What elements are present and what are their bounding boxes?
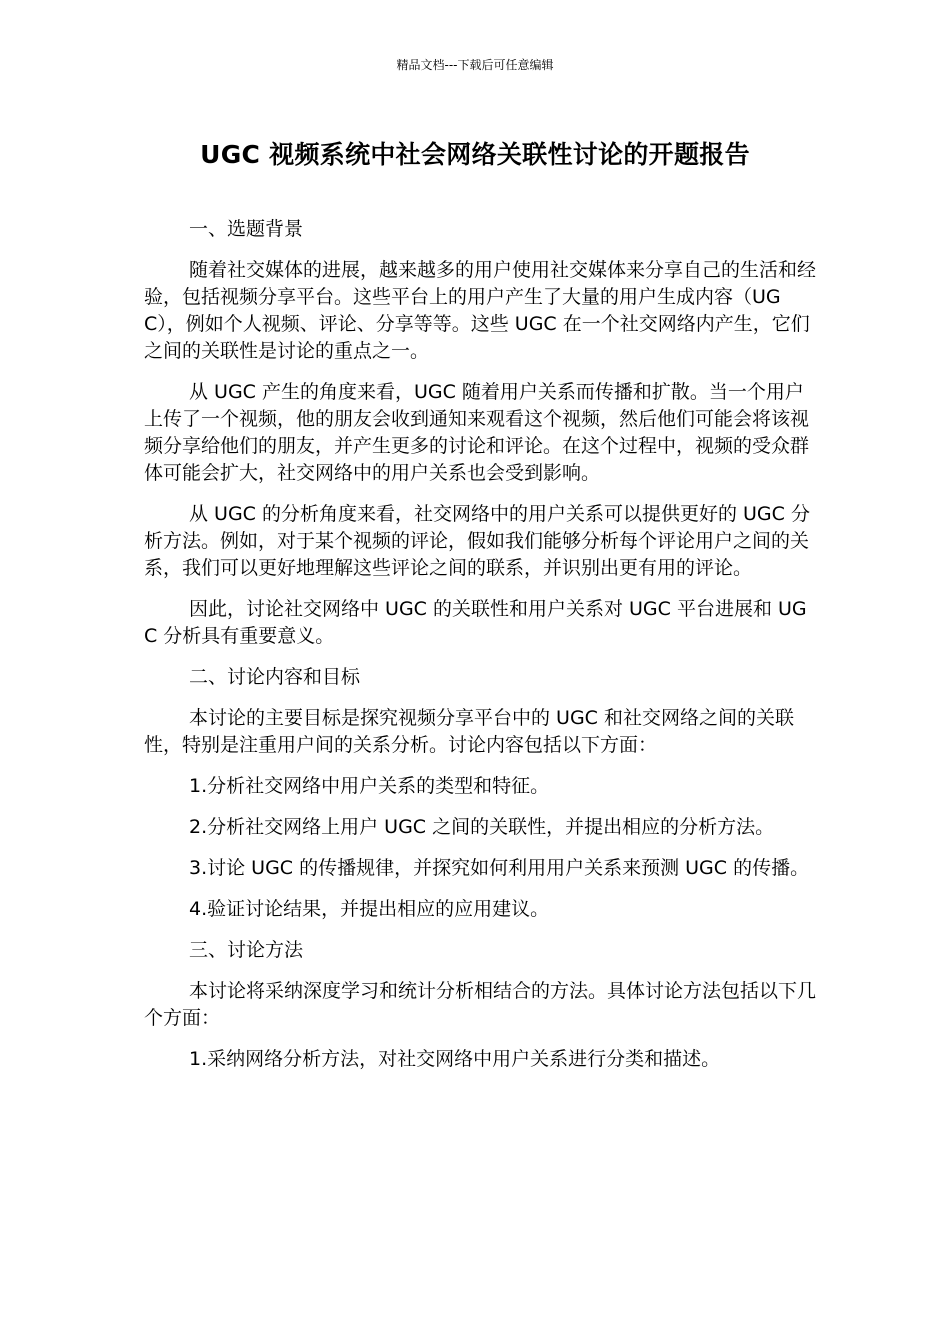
document-title: UGC 视频系统中社会网络关联性讨论的开题报告	[200, 140, 750, 169]
list-item-methods-1: 1.采纳网络分析方法，对社交网络中用户关系进行分类和描述。	[189, 1048, 721, 1070]
page-header: 精品文档---下载后可任意编辑	[396, 58, 554, 72]
document-body	[144, 216, 816, 1087]
paragraph-background-2: 从 UGC 产生的角度来看，UGC 随着用户关系而传播和扩散。当一个用户上传了一个视频，他的朋友会收到通知来观看这个视频，然后他们可能会将该视频分享给他们的朋友，并产生更多的讨论和评论。在这个过程中，视频的受众群体可能会扩大，社交网络中的用户关系也会受到影响。	[144, 381, 810, 484]
list-item-content-1: 1.分析社交网络中用户关系的类型和特征。	[189, 775, 550, 797]
section-heading-background: 一、选题背景	[189, 218, 304, 240]
section-heading-methods: 三、讨论方法	[189, 939, 304, 961]
list-item-content-4: 4.验证讨论结果，并提出相应的应用建议。	[189, 898, 550, 920]
paragraph-content-intro: 本讨论的主要目标是探究视频分享平台中的 UGC 和社交网络之间的关联性，特别是注重用户间的关系分析。讨论内容包括以下方面：	[144, 707, 794, 756]
paragraph-background-4: 因此，讨论社交网络中 UGC 的关联性和用户关系对 UGC 平台进展和 UGC 分析具有重要意义。	[144, 598, 807, 647]
paragraph-background-3: 从 UGC 的分析角度来看，社交网络中的用户关系可以提供更好的 UGC 分析方法。例如，对于某个视频的评论，假如我们能够分析每个评论用户之间的关系，我们可以更好地理解这些评论之间的联系，并识别出更有用的评论。	[144, 503, 810, 579]
paragraph-methods-intro: 本讨论将采纳深度学习和统计分析相结合的方法。具体讨论方法包括以下几个方面：	[144, 980, 817, 1029]
list-item-content-3: 3.讨论 UGC 的传播规律，并探究如何利用用户关系来预测 UGC 的传播。	[189, 857, 810, 879]
paragraph-background-1: 随着社交媒体的进展，越来越多的用户使用社交媒体来分享自己的生活和经验，包括视频分享平台。这些平台上的用户产生了大量的用户生成内容（UGC），例如个人视频、评论、分享等等。这些 UGC 在一个社交网络内产生，它们之间的关联性是讨论的重点之一。	[144, 259, 817, 362]
section-heading-content: 二、讨论内容和目标	[189, 666, 361, 688]
list-item-content-2: 2.分析社交网络上用户 UGC 之间的关联性，并提出相应的分析方法。	[189, 816, 775, 838]
